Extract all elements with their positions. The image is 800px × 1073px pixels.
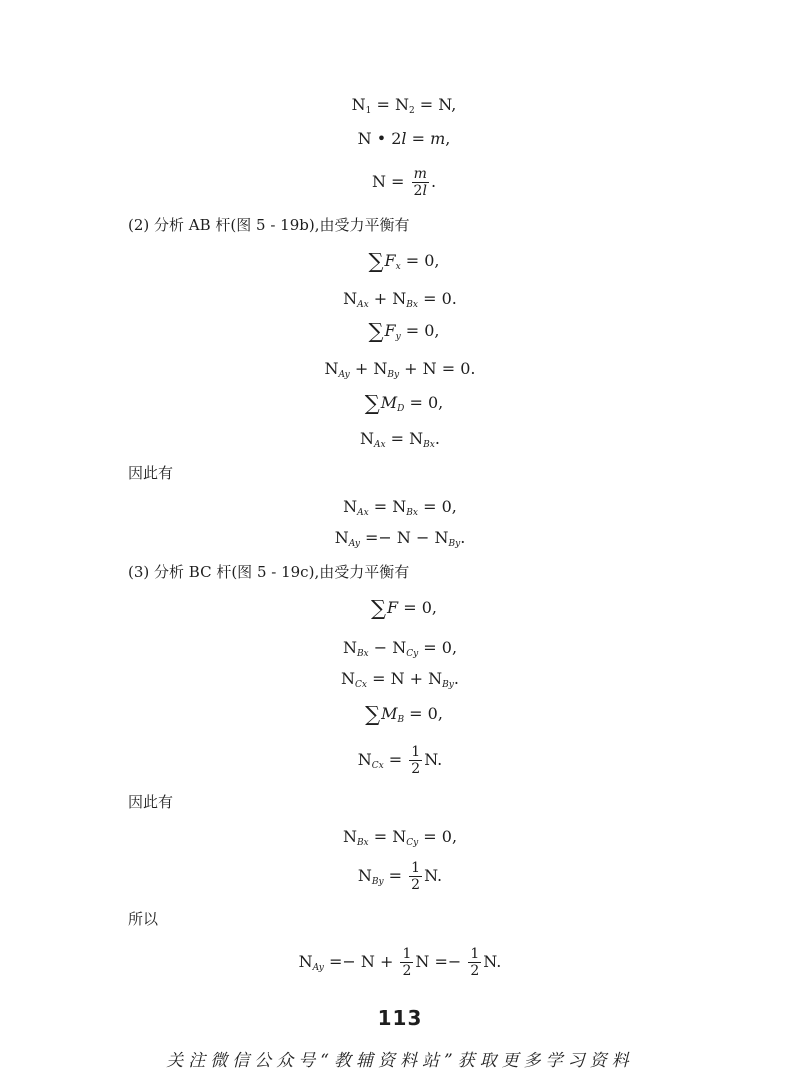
equation-11: $N_{Ay} =- N - N_{By}$. bbox=[334, 528, 466, 549]
equation-15: $\sum M_B = 0$, bbox=[365, 702, 443, 726]
fraction: $\frac{1}{2}$ bbox=[411, 744, 421, 777]
fraction: $\frac{1}{2}$ bbox=[402, 946, 412, 979]
therefore-text-2: 因此有 bbox=[128, 793, 174, 811]
equation-8: $\sum M_D = 0$, bbox=[364, 391, 444, 415]
equation-16: $N_{Cx}$ = $\frac{1}{2}$ N. bbox=[357, 744, 443, 777]
fraction: $\frac{m}{2l}$ bbox=[413, 166, 427, 199]
fraction: $\frac{1}{2}$ bbox=[411, 860, 421, 893]
equation-18: $N_{By}$ = $\frac{1}{2}$ N. bbox=[357, 860, 443, 893]
so-text: 所以 bbox=[128, 910, 159, 928]
equation-3: N = $\frac{m}{2l}$ . bbox=[371, 166, 437, 199]
equation-1: $N_1 = N_2 = N$, bbox=[351, 95, 457, 116]
equation-6: $\sum F_y = 0$, bbox=[368, 319, 440, 343]
footer-watermark: 关注微信公众号“教辅资料站”获取更多学习资料 bbox=[166, 1051, 634, 1071]
page-number: 113 bbox=[377, 1006, 423, 1030]
equation-5: $N_{Ax} + N_{Bx} = 0$. bbox=[343, 289, 457, 310]
step-3-text: (3) 分析 BC 杆(图 5 - 19c),由受力平衡有 bbox=[128, 563, 410, 581]
equation-12: ∑F = 0, bbox=[371, 596, 437, 620]
equation-17: $N_{Bx} = N_{Cy} = 0$, bbox=[342, 827, 458, 848]
equation-14: $N_{Cx} = N + N_{By}$. bbox=[341, 669, 459, 690]
equation-9: $N_{Ax} = N_{Bx}$. bbox=[360, 429, 440, 450]
equation-13: $N_{Bx} - N_{Cy} = 0$, bbox=[342, 638, 458, 659]
fraction: $\frac{1}{2}$ bbox=[470, 946, 480, 979]
equation-4: $\sum F_x = 0$, bbox=[368, 249, 440, 273]
equation-19: $N_{Ay} =- N$ + $\frac{1}{2}$ N =− $\frac{1}{2}$ N. bbox=[298, 946, 502, 979]
equation-10: $N_{Ax} = N_{Bx} = 0$, bbox=[343, 497, 457, 518]
therefore-text-1: 因此有 bbox=[128, 464, 174, 482]
equation-7: $N_{Ay} + N_{By} + N = 0$. bbox=[324, 359, 476, 380]
equation-2: N • 2l = m, bbox=[357, 129, 451, 148]
step-2-text: (2) 分析 AB 杆(图 5 - 19b),由受力平衡有 bbox=[128, 216, 410, 234]
